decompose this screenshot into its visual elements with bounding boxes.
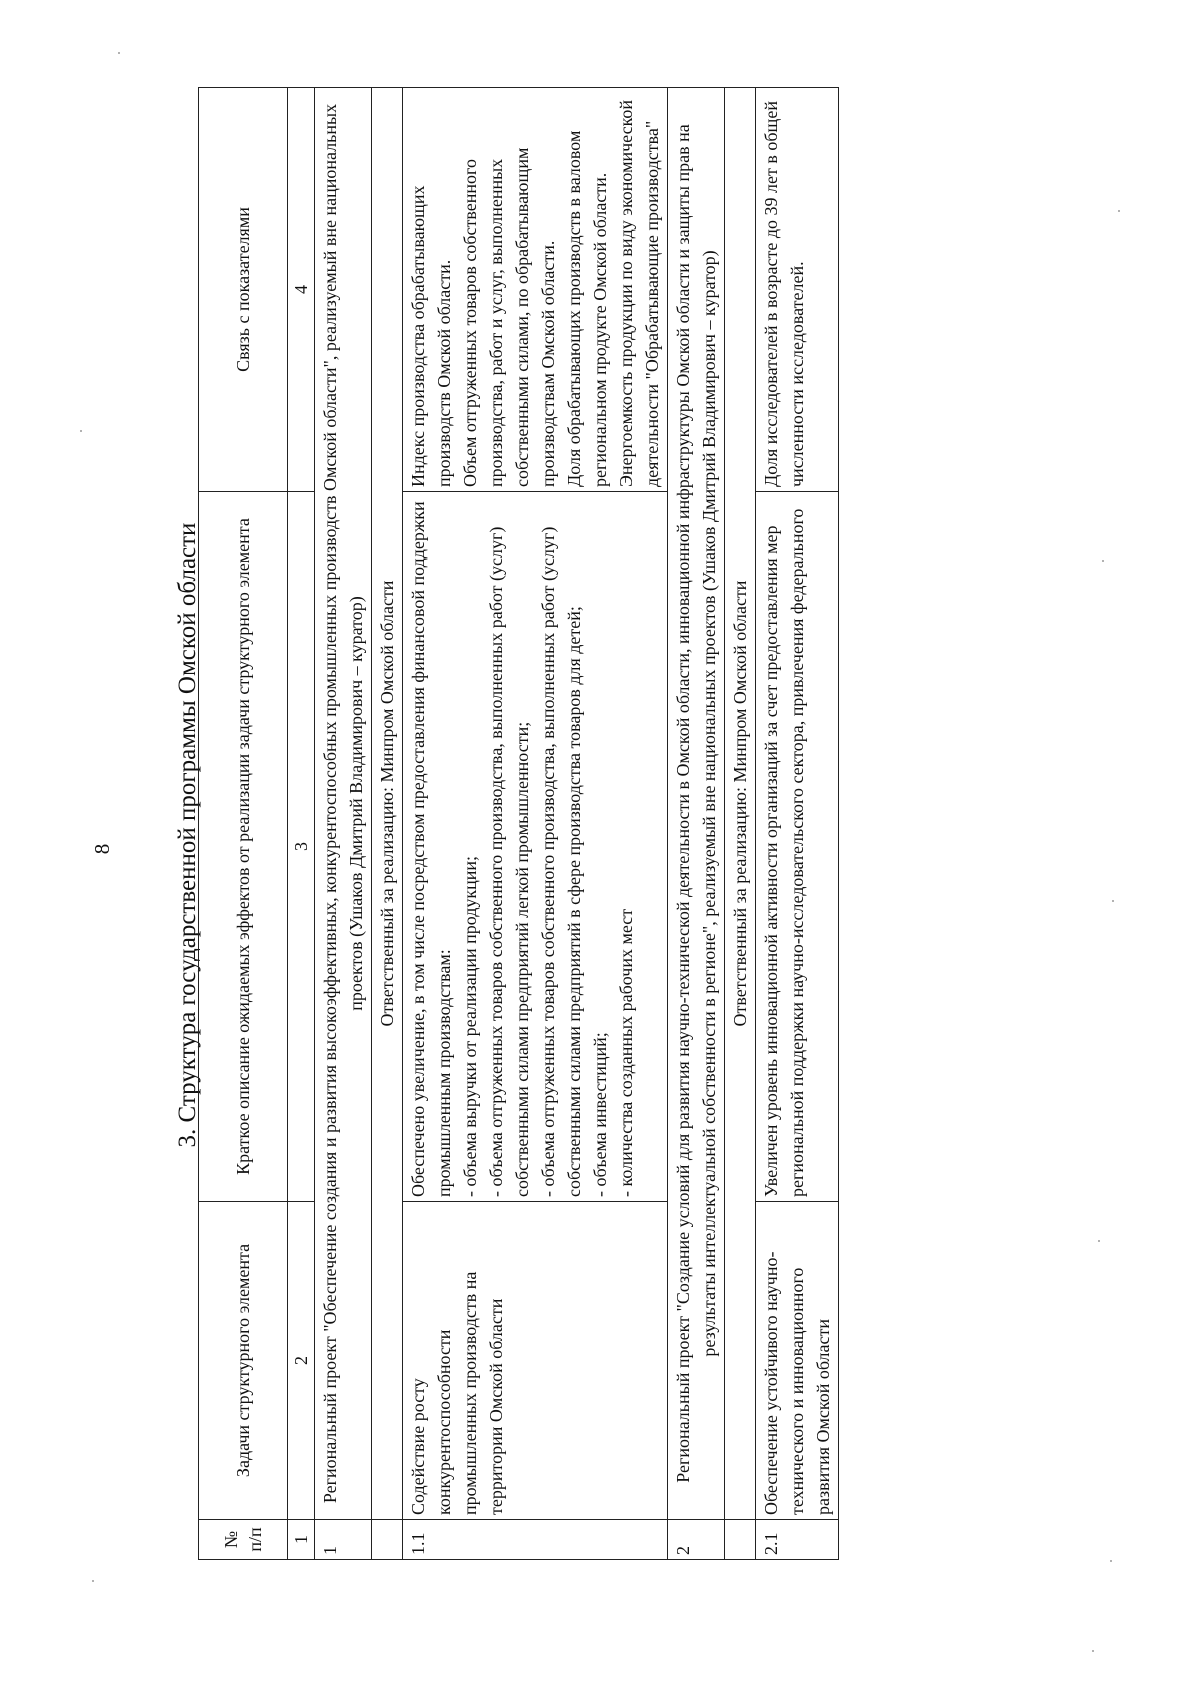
column-number: 1: [288, 1520, 315, 1560]
effects-intro: Обеспечено увеличение, в том числе посредством предоставления финансовой поддержки промышленным производствам:: [408, 501, 454, 1197]
project-1-number: 1: [315, 1520, 372, 1560]
column-number: 4: [288, 88, 315, 492]
effects-item: - объема инвестиций;: [590, 1032, 610, 1197]
empty-cell: [725, 1520, 756, 1560]
project-1-title: Региональный проект "Обеспечение создания и развития высокоэффективных, конкурентоспособных промышленных производств Омской области", реализуемый вне национальных проектов (Ушаков Дмитрий Владимирович – куратор): [315, 88, 372, 1520]
indicator-item: Объем отгруженных товаров собственного производства, работ и услуг, выполненных собственными силами, по обрабатывающим производствам Омской области.: [460, 147, 558, 487]
project-1-responsible: Ответственный за реализацию: Минпром Омской области: [372, 88, 403, 1520]
row-2-1-effects: Увеличен уровень инновационной активности организаций за счет предоставления мер региональной поддержки научно-исследовательского сектора, привлечения федерального: [756, 492, 839, 1202]
header-effects: Краткое описание ожидаемых эффектов от реализации задачи структурного элемента: [199, 492, 288, 1202]
effects-list: [457, 496, 639, 1197]
row-1-1-number: 1.1: [403, 1520, 668, 1560]
project-1-responsible-row: [372, 88, 403, 1560]
scan-speck: [1110, 1560, 1112, 1562]
effects-item: - объема отгруженных товаров собственного производства, выполненных работ (услуг) собственными силами предприятий в сфере производства товаров для детей;: [538, 526, 584, 1197]
page-number: 8: [90, 843, 114, 855]
effects-item: - объема выручки от реализации продукции;: [460, 855, 480, 1197]
scan-speck: [118, 52, 120, 54]
scan-speck: [1098, 1240, 1100, 1242]
project-2-responsible: Ответственный за реализацию: Минпром Омской области: [725, 88, 756, 1520]
project-2-title: Региональный проект "Создание условий для развития научно-технической деятельности в Омской области, инновационной инфраструктуры Омской области и защиты прав на результаты интеллектуальной собственности в регионе", реализуемый вне национальных проектов (Ушаков Дмитрий Владимирович – куратор): [668, 88, 725, 1520]
column-number: 2: [288, 1202, 315, 1520]
indicator-item: Индекс производства обрабатывающих производств Омской области.: [408, 185, 454, 487]
scan-speck: [1118, 210, 1120, 212]
scan-speck: [1102, 560, 1104, 562]
effects-item: - количества созданных рабочих мест: [616, 908, 636, 1197]
project-2-number: 2: [668, 1520, 725, 1560]
column-number-row: [288, 88, 315, 1560]
effects-item: - объема отгруженных товаров собственного производства, выполненных работ (услуг) собственными силами предприятий легкой промышленности;: [486, 526, 532, 1197]
header-task: Задачи структурного элемента: [199, 1202, 288, 1520]
scan-speck: [1092, 1650, 1094, 1652]
project-1-row: [315, 88, 372, 1560]
indicator-item: Доля обрабатывающих производств в валовом региональном продукте Омской области.: [564, 130, 610, 487]
row-2-1-task: Обеспечение устойчивого научно-технического и инновационного развития Омской области: [756, 1202, 839, 1520]
indicator-item: Энергоемкость продукции по виду экономической деятельности "Обрабатывающие производства": [616, 99, 662, 487]
row-2-1-number: 2.1: [756, 1520, 839, 1560]
project-2-responsible-row: [725, 88, 756, 1560]
header-indicators: Связь с показателями: [199, 88, 288, 492]
document-title: 3. Структура государственной программы Омской области: [174, 522, 201, 1148]
row-1-1-task: Содействие росту конкурентоспособности промышленных производств на территории Омской области: [403, 1202, 668, 1520]
row-1-1-indicators: [403, 88, 668, 492]
row-2-1: [756, 88, 839, 1560]
scan-speck: [80, 430, 82, 432]
row-2-1-indicators: Доля исследователей в возрасте до 39 лет в общей численности исследователей.: [756, 88, 839, 492]
program-structure-table: [198, 87, 839, 1560]
scan-speck: [1112, 900, 1114, 902]
empty-cell: [372, 1520, 403, 1560]
rotated-table-container: [198, 88, 1038, 1560]
project-2-row: [668, 88, 725, 1560]
row-1-1: [403, 88, 668, 1560]
scan-speck: [92, 1580, 94, 1582]
header-num: № п/п: [199, 1520, 288, 1560]
column-number: 3: [288, 492, 315, 1202]
table-header-row: [199, 88, 288, 1560]
row-1-1-effects: [403, 492, 668, 1202]
